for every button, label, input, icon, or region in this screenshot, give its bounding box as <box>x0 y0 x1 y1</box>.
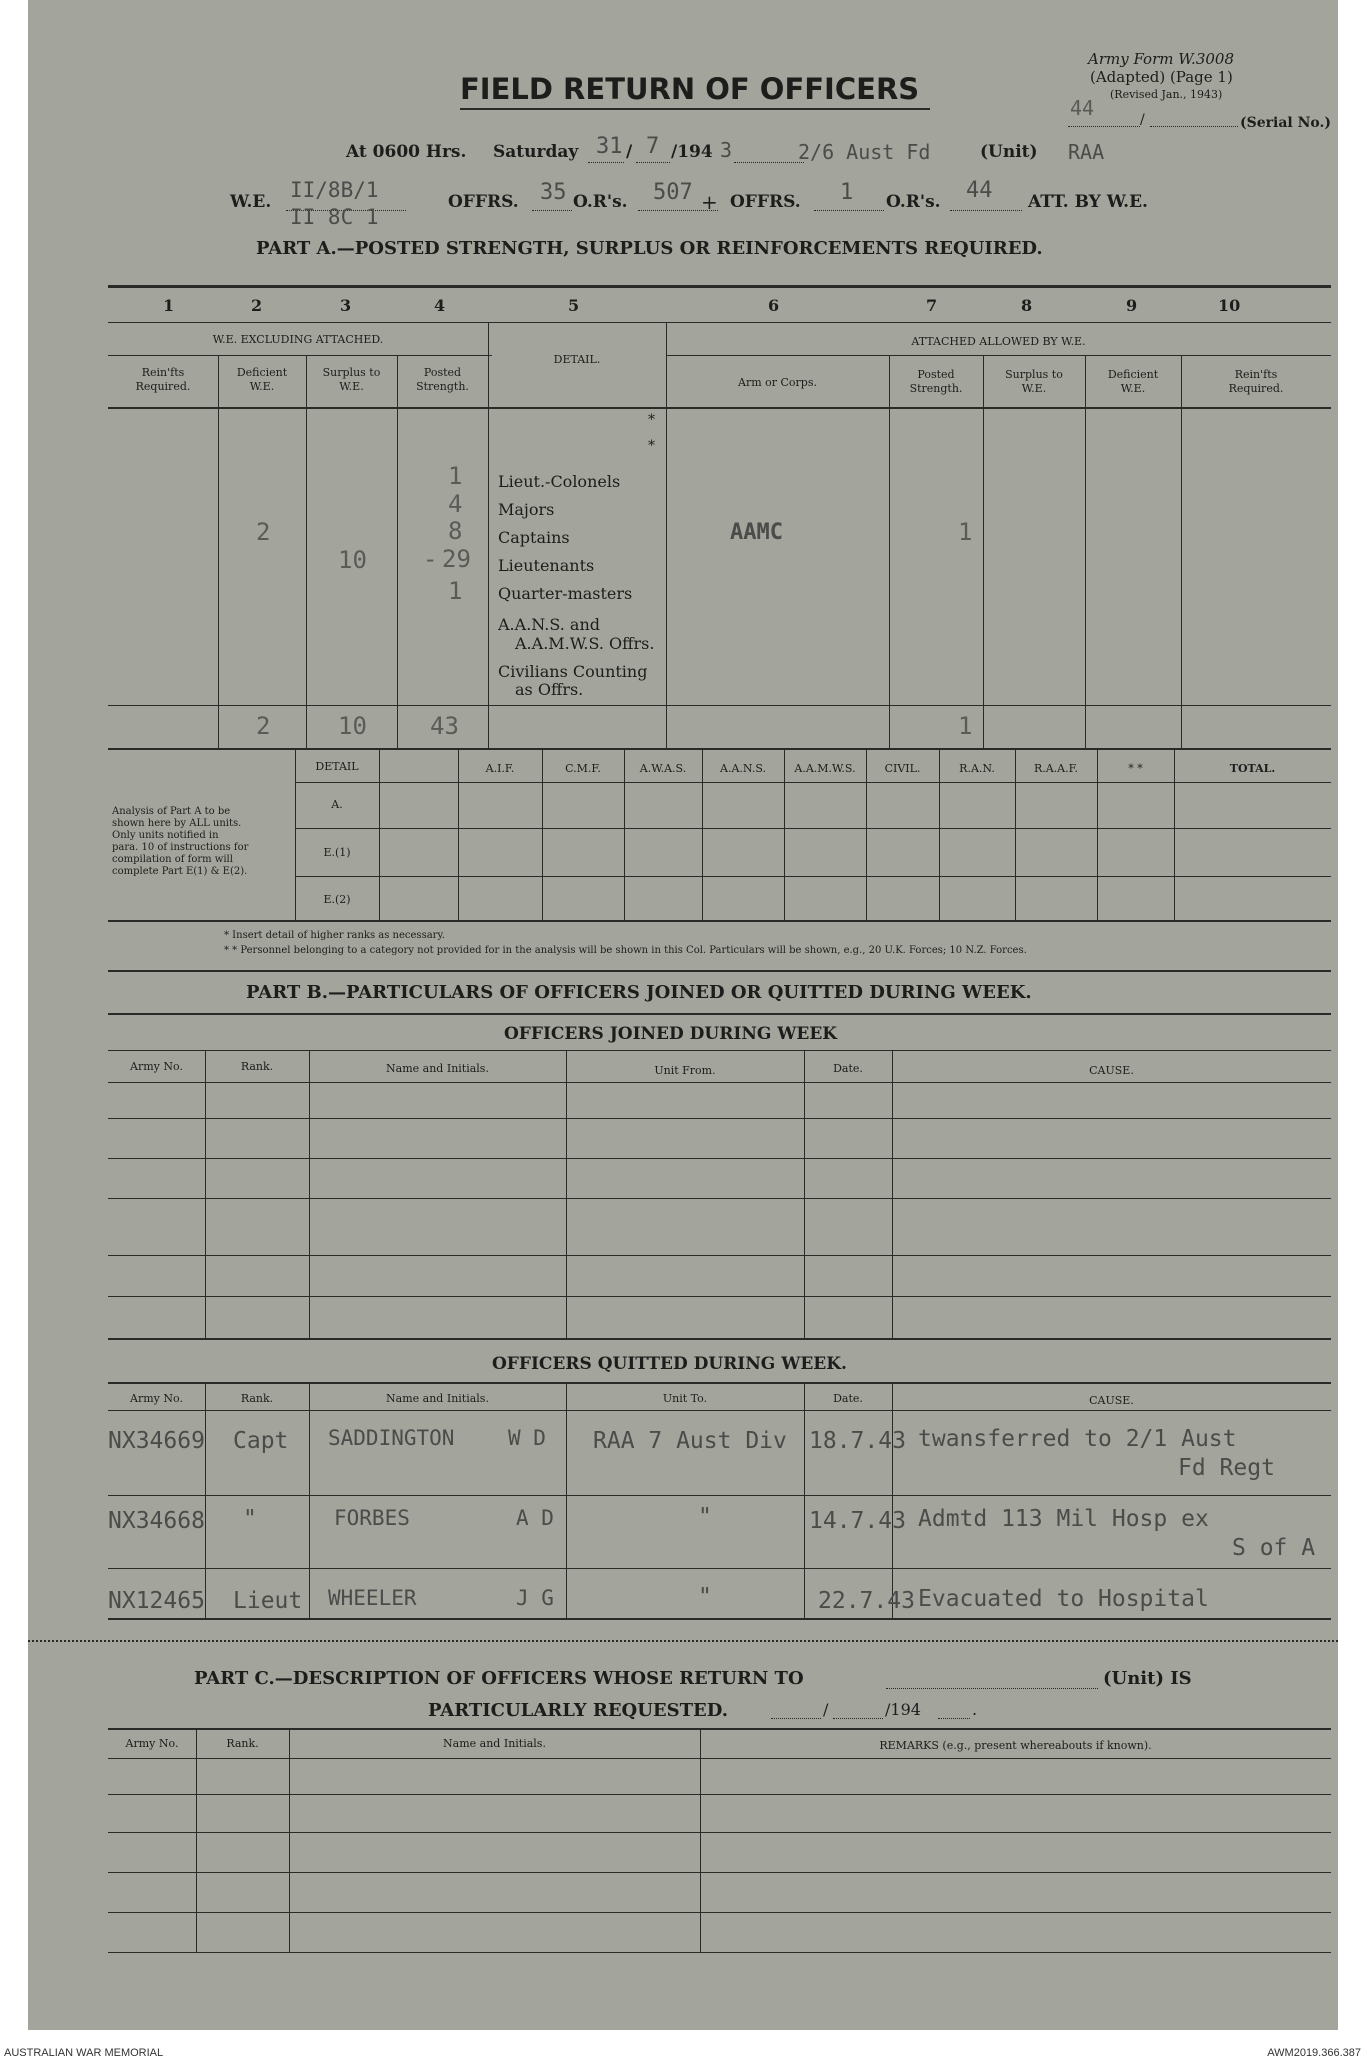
col-number: 1 <box>163 296 175 315</box>
ors-label: O.R's. <box>573 192 628 212</box>
subheader-reinfts: Rein'fts Required. <box>135 366 191 393</box>
quitted-unit: RAA 7 Aust Div <box>593 1428 787 1454</box>
ors-value: 507 <box>653 180 693 205</box>
quitted-date: 22.7.43 <box>818 1588 915 1614</box>
analysis-header: CIVIL. <box>884 762 921 775</box>
joined-header: Date. <box>833 1062 863 1075</box>
total-surplus: 10 <box>338 712 367 740</box>
subheader-posted: Posted Strength. <box>416 366 469 393</box>
part-c-header: REMARKS (e.g., present whereabouts if known). <box>879 1739 1152 1752</box>
analysis-header: R.A.A.F. <box>1033 762 1079 775</box>
revised-label: (Revised Jan., 1943) <box>1110 88 1223 101</box>
quitted-rank: Lieut <box>233 1588 303 1614</box>
date-dots <box>734 162 804 163</box>
posted-value: 4 <box>448 490 463 518</box>
part-b-title: PART B.—PARTICULARS OF OFFICERS JOINED OR QUITTED DURING WEEK. <box>246 982 1032 1003</box>
analysis-header: * * <box>1128 762 1143 775</box>
quitted-date: 14.7.43 <box>809 1508 906 1534</box>
quitted-initials: A D <box>516 1506 554 1530</box>
date-slash: / <box>626 142 633 162</box>
footnote-2: * * Personnel belonging to a category not provided for in the analysis will be shown in this Col. Particulars will be shown, e.g., 20 U.K. Forces; 10 N.Z. Forces. <box>224 945 1027 956</box>
quitted-unit: " <box>698 1504 712 1530</box>
joined-header: CAUSE. <box>1089 1064 1134 1077</box>
subheader-att-deficient: Deficient W.E. <box>1107 368 1159 395</box>
ors2-value: 44 <box>966 178 993 203</box>
part-c-date-dots-2 <box>833 1718 883 1719</box>
date-year-prefix: /194 <box>671 142 713 162</box>
subheader-arm-corps: Arm or Corps. <box>738 376 817 389</box>
analysis-header: A.A.N.S. <box>720 762 766 775</box>
part-c-header: Army No. <box>125 1737 179 1750</box>
group-header-attached: ATTACHED ALLOWED BY W.E. <box>911 335 1086 348</box>
part-c-unit-is: (Unit) IS <box>1103 1668 1192 1689</box>
subheader-att-posted: Posted Strength. <box>909 368 963 395</box>
joined-header: Unit From. <box>654 1064 716 1077</box>
date-month: 7 <box>646 134 660 159</box>
quitted-header: CAUSE. <box>1089 1394 1134 1407</box>
total-deficient: 2 <box>256 712 271 740</box>
quitted-name: SADDINGTON <box>328 1426 455 1450</box>
quitted-cause-2: S of A <box>1232 1535 1316 1561</box>
quitted-cause-2: Fd Regt <box>1178 1455 1275 1481</box>
serial-dots-2 <box>1150 126 1238 127</box>
rank-label: Civilians Counting <box>498 662 648 681</box>
quitted-name: FORBES <box>334 1506 410 1530</box>
footer-source: AUSTRALIAN WAR MEMORIAL <box>4 2047 164 2059</box>
subheader-att-reinfts: Rein'fts Required. <box>1228 368 1284 395</box>
col-number: 3 <box>340 296 352 315</box>
col-number: 2 <box>251 296 263 315</box>
footnote-1: * Insert detail of higher ranks as necessary. <box>224 930 445 941</box>
analysis-row-label: E.(2) <box>323 893 351 906</box>
analysis-header: A.W.A.S. <box>639 762 687 775</box>
serial-dots-1 <box>1068 126 1140 127</box>
posted-value: 29 <box>442 545 471 573</box>
quitted-cause: Evacuated to Hospital <box>918 1586 1209 1612</box>
star-marker: * <box>648 412 655 428</box>
serial-value: 44 <box>1070 96 1095 120</box>
perforation-line <box>28 1640 1338 1642</box>
posted-value: 1 <box>448 462 463 490</box>
col-number: 9 <box>1126 296 1138 315</box>
quitted-date: 18.7.43 <box>809 1428 906 1454</box>
star-marker: * <box>648 438 655 454</box>
part-c-date-dots-1 <box>771 1718 821 1719</box>
rank-label: Majors <box>498 500 555 519</box>
att-label: ATT. BY W.E. <box>1028 192 1148 212</box>
quitted-header: Name and Initials. <box>386 1392 489 1405</box>
att-posted-value: 1 <box>958 518 973 546</box>
part-c-header: Name and Initials. <box>443 1737 546 1750</box>
rank-label: Lieutenants <box>498 556 595 575</box>
rank-label: Lieut.-Colonels <box>498 472 621 491</box>
quitted-header: Date. <box>833 1392 863 1405</box>
serial-label: (Serial No.) <box>1240 115 1331 131</box>
plus-sign: + <box>701 190 718 214</box>
page-title: FIELD RETURN OF OFFICERS <box>460 72 920 106</box>
quitted-army-no: NX34669 <box>108 1428 205 1454</box>
rank-label: as Offrs. <box>515 680 584 699</box>
analysis-note: Analysis of Part A to be shown here by ALL units. Only units notified in para. 10 of instructions for compilation of form will complete Part E(1) & E(2). <box>112 806 249 877</box>
subheader-att-surplus: Surplus to W.E. <box>1005 368 1063 395</box>
posted-dash: - <box>423 545 438 573</box>
date-year-suffix: 3 <box>720 138 733 162</box>
col-number: 4 <box>434 296 446 315</box>
posted-value: 8 <box>448 517 463 545</box>
analysis-header: C.M.F. <box>565 762 601 775</box>
quitted-cause: twansferred to 2/1 Aust <box>918 1426 1237 1452</box>
unit-value: 2/6 Aust Fd <box>798 140 931 164</box>
quitted-army-no: NX34668 <box>108 1508 205 1534</box>
deficient-value: 2 <box>256 518 271 546</box>
total-posted: 43 <box>430 712 459 740</box>
subheader-surplus: Surplus to W.E. <box>322 366 381 393</box>
quitted-cause: Admtd 113 Mil Hosp ex <box>918 1506 1209 1532</box>
part-c-period: . <box>972 1700 978 1719</box>
offrs2-dots <box>814 210 884 211</box>
joined-header: Name and Initials. <box>386 1062 489 1075</box>
adapted-label: (Adapted) (Page 1) <box>1090 68 1233 86</box>
quitted-name: WHEELER <box>328 1586 417 1610</box>
posted-value: 1 <box>448 577 463 605</box>
analysis-header: TOTAL. <box>1229 762 1276 775</box>
joined-title: OFFICERS JOINED DURING WEEK <box>504 1024 838 1044</box>
analysis-row-label: E.(1) <box>323 846 351 859</box>
at-hours-label: At 0600 Hrs. <box>346 142 467 162</box>
part-c-date-dots-3 <box>938 1718 970 1719</box>
analysis-header: R.A.N. <box>959 762 995 775</box>
army-form-label: Army Form W.3008 <box>1088 50 1234 68</box>
we-value-1: II/8B/1 <box>290 178 379 202</box>
surplus-value: 10 <box>338 546 367 574</box>
col-number: 6 <box>768 296 780 315</box>
joined-header: Army No. <box>130 1060 183 1073</box>
rank-label: Captains <box>498 528 570 547</box>
serial-slash: / <box>1140 112 1145 128</box>
col-number: 7 <box>926 296 938 315</box>
quitted-army-no: NX12465 <box>108 1588 205 1614</box>
unit-label: (Unit) <box>980 142 1038 162</box>
unit-suffix: RAA <box>1068 140 1105 164</box>
we-label: W.E. <box>230 192 272 212</box>
arm-corps-value: AAMC <box>730 520 783 545</box>
part-c-unit-dots <box>886 1688 1098 1689</box>
quitted-rank: Capt <box>233 1428 289 1454</box>
offrs-label: OFFRS. <box>448 192 519 212</box>
part-c-header: Rank. <box>226 1737 259 1750</box>
analysis-row-label: A. <box>331 798 343 811</box>
ors2-dots <box>950 210 1022 211</box>
quitted-initials: J G <box>516 1586 554 1610</box>
rank-label: A.A.M.W.S. Offrs. <box>515 634 655 653</box>
group-header-we: W.E. EXCLUDING ATTACHED. <box>212 333 384 346</box>
quitted-title: OFFICERS QUITTED DURING WEEK. <box>492 1354 847 1374</box>
rank-label: Quarter-masters <box>498 584 633 603</box>
analysis-header: DETAIL <box>315 760 359 773</box>
analysis-header: A.I.F. <box>485 762 515 775</box>
part-b-rule-2 <box>108 1013 1331 1015</box>
total-att-posted: 1 <box>958 712 973 740</box>
quitted-header: Army No. <box>130 1392 183 1405</box>
date-month-dots <box>636 162 670 163</box>
day-label: Saturday <box>493 142 579 162</box>
quitted-rank: " <box>243 1506 257 1532</box>
quitted-header: Rank. <box>240 1392 274 1405</box>
date-day-dots <box>588 162 624 163</box>
date-day: 31 <box>596 134 623 159</box>
we-value-2: II 8C 1 <box>290 205 379 229</box>
part-a-title: PART A.—POSTED STRENGTH, SURPLUS OR REINFORCEMENTS REQUIRED. <box>256 238 1043 259</box>
footer-reference: AWM2019.366.387 <box>1267 2047 1361 2059</box>
quitted-unit: " <box>698 1584 712 1610</box>
quitted-header: Unit To. <box>662 1392 708 1405</box>
form-sheet <box>28 0 1338 2030</box>
offrs2-value: 1 <box>840 180 854 205</box>
col-number: 8 <box>1021 296 1033 315</box>
offrs2-label: OFFRS. <box>730 192 801 212</box>
ors2-label: O.R's. <box>886 192 941 212</box>
subheader-deficient: Deficient W.E. <box>236 366 288 393</box>
part-c-date-year: /194 <box>885 1700 921 1719</box>
offrs-value: 35 <box>540 180 567 205</box>
title-underline <box>460 108 930 110</box>
part-c-title-1: PART C.—DESCRIPTION OF OFFICERS WHOSE RETURN TO <box>194 1668 804 1689</box>
part-c-date-slash: / <box>823 1700 829 1719</box>
offrs-dots <box>532 210 572 211</box>
detail-header: DETAIL. <box>553 353 601 366</box>
col-number: 10 <box>1218 296 1241 315</box>
rank-label: A.A.N.S. and <box>498 615 600 634</box>
joined-header: Rank. <box>240 1060 274 1073</box>
analysis-header: A.A.M.W.S. <box>794 762 856 775</box>
part-b-rule <box>108 970 1331 972</box>
col-number: 5 <box>568 296 580 315</box>
part-c-title-2: PARTICULARLY REQUESTED. <box>428 1700 728 1721</box>
quitted-initials: W D <box>508 1426 546 1450</box>
